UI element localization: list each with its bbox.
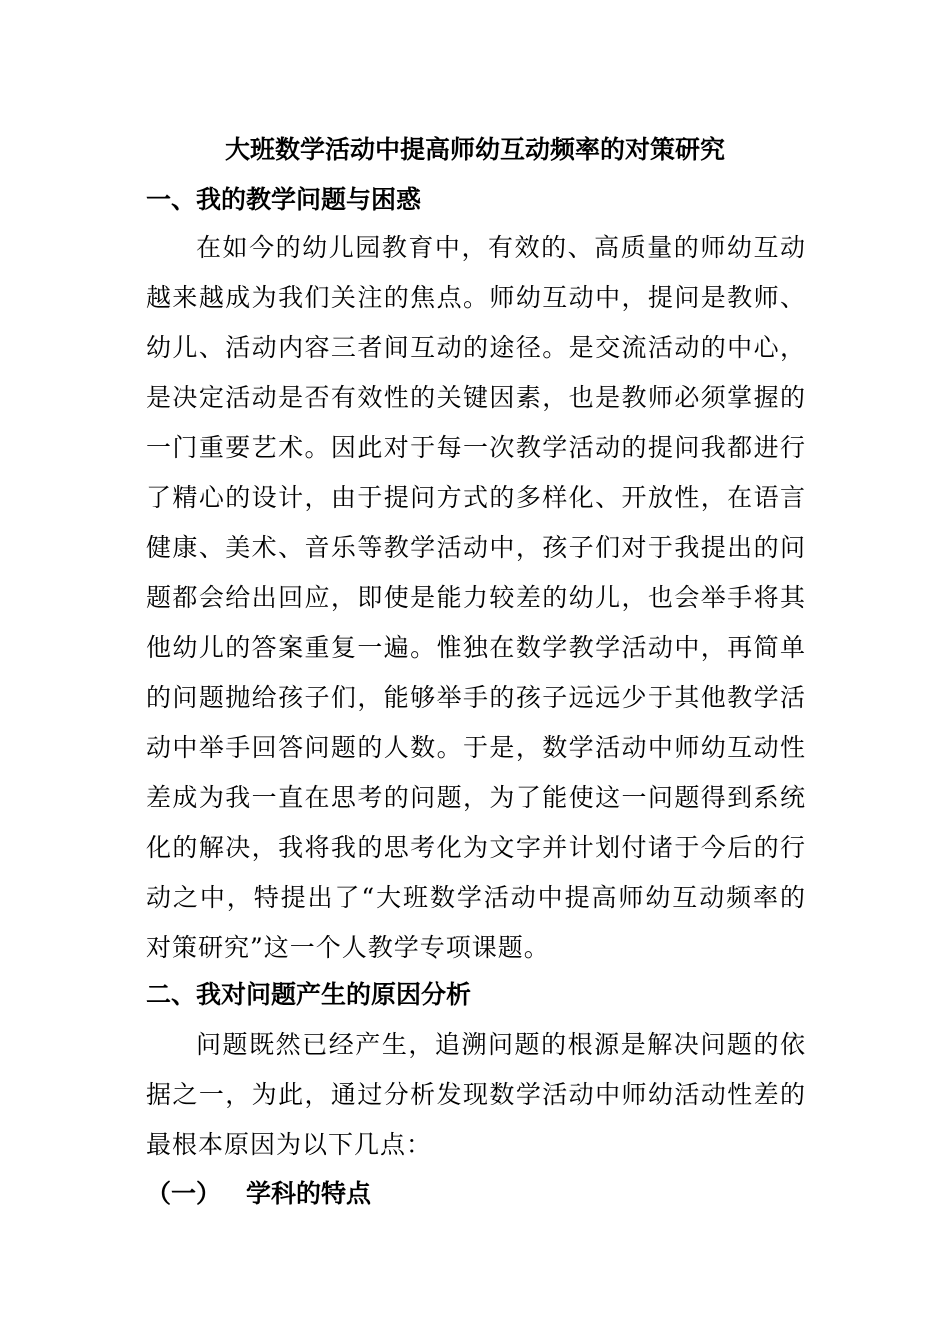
section-heading-2: 二、我对问题产生的原因分析 xyxy=(146,980,472,1009)
document-title: 大班数学活动中提高师幼互动频率的对策研究 xyxy=(224,135,725,164)
section-2-paragraph: 问题既然已经产生，追溯问题的根源是解决问题的依据之一，为此，通过分析发现数学活动中师幼活动性差的最根本原因为以下几点： xyxy=(146,1030,806,1159)
subsection-number: （一） xyxy=(146,1179,222,1208)
subsection-heading-1 xyxy=(146,1174,371,1214)
section-1-paragraph: 在如今的幼儿园教育中，有效的、高质量的师幼互动越来越成为我们关注的焦点。师幼互动中，提问是教师、幼儿、活动内容三者间互动的途径。是交流活动的中心，是决定活动是否有效性的关键因素，也是教师必须掌握的一门重要艺术。因此对于每一次教学活动的提问我都进行了精心的设计，由于提问方式的多样化、开放性，在语言健康、美术、音乐等教学活动中，孩子们对于我提出的问题都会给出回应，即使是能力较差的幼儿，也会举手将其他幼儿的答案重复一遍。惟独在数学教学活动中，再简单的问题抛给孩子们，能够举手的孩子远远少于其他教学活动中举手回答问题的人数。于是，数学活动中师幼互动性差成为我一直在思考的问题，为了能使这一问题得到系统化的解决，我将我的思考化为文字并计划付诸于今后的行动之中，特提出了“大班数学活动中提高师幼互动频率的对策研究”这一个人教学专项课题。 xyxy=(146,233,806,962)
subsection-title: 学科的特点 xyxy=(246,1179,372,1208)
section-heading-1: 一、我的教学问题与困惑 xyxy=(146,185,422,214)
